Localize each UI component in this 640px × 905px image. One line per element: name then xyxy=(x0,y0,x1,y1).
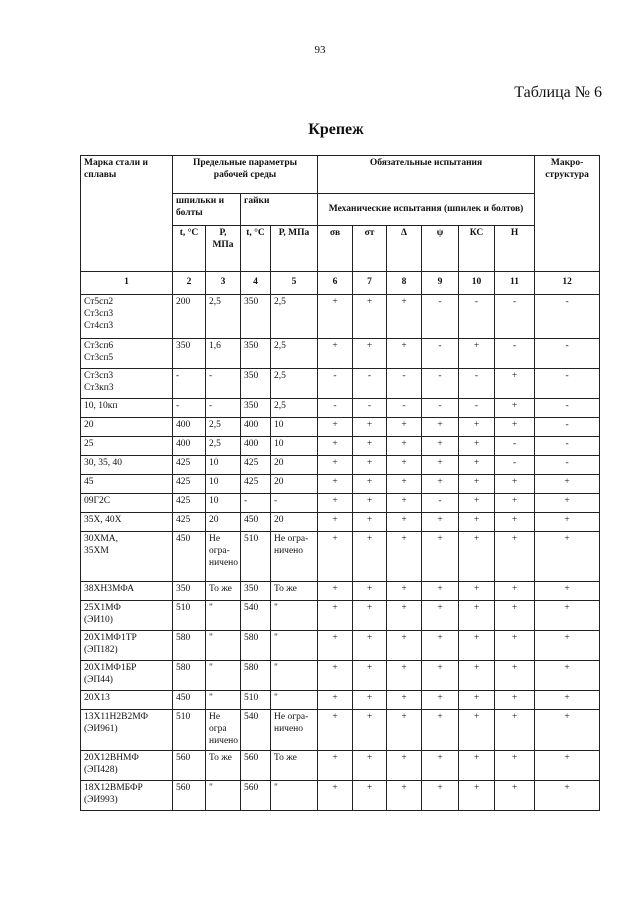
table-cell: 20 xyxy=(206,513,241,532)
table-cell: - xyxy=(495,456,535,475)
table-cell: + xyxy=(495,601,535,631)
page-number: 93 xyxy=(314,44,326,56)
table-cell: 510 xyxy=(241,691,271,710)
table-cell: + xyxy=(318,532,353,582)
table-cell: - xyxy=(173,399,206,418)
steel-grade-cell: 35Х, 40Х xyxy=(81,513,173,532)
table-cell: + xyxy=(318,691,353,710)
table-cell: Не огра- ничено xyxy=(271,532,318,582)
table-cell: - xyxy=(459,399,495,418)
table-cell: - xyxy=(387,369,422,399)
table-cell: + xyxy=(318,494,353,513)
table-cell: + xyxy=(535,750,600,780)
table-cell: + xyxy=(535,494,600,513)
table-cell: + xyxy=(495,399,535,418)
table-cell: + xyxy=(353,582,387,601)
table-cell: + xyxy=(387,532,422,582)
table-cell: - xyxy=(495,295,535,339)
table-cell: + xyxy=(353,601,387,631)
table-cell: + xyxy=(318,295,353,339)
table-cell: - xyxy=(495,339,535,369)
table-cell: + xyxy=(495,582,535,601)
table-cell: + xyxy=(535,780,600,810)
table-cell: + xyxy=(495,494,535,513)
table-cell: + xyxy=(387,475,422,494)
column-number: 10 xyxy=(459,272,495,295)
table-cell: 350 xyxy=(241,399,271,418)
table-cell: 20 xyxy=(271,456,318,475)
header-mandatory-tests: Обязательные испытания xyxy=(318,156,535,194)
table-cell: 510 xyxy=(241,532,271,582)
table-cell: 560 xyxy=(241,750,271,780)
header-sigma-b: σв xyxy=(318,226,353,272)
header-kc: КС xyxy=(459,226,495,272)
column-number: 3 xyxy=(206,272,241,295)
table-cell: " xyxy=(271,631,318,661)
table-cell: + xyxy=(459,532,495,582)
table-cell: + xyxy=(535,601,600,631)
table-cell: + xyxy=(387,418,422,437)
table-row xyxy=(81,339,600,369)
table-cell: 580 xyxy=(241,661,271,691)
table-row xyxy=(81,750,600,780)
table-cell: 2,5 xyxy=(206,437,241,456)
table-cell: + xyxy=(353,631,387,661)
table-cell: 10 xyxy=(271,418,318,437)
table-cell: + xyxy=(495,532,535,582)
table-cell: 2,5 xyxy=(271,339,318,369)
table-cell: - xyxy=(459,369,495,399)
table-cell: + xyxy=(318,750,353,780)
table-cell: 10 xyxy=(206,456,241,475)
table-cell: Не огра- ничено xyxy=(271,710,318,751)
table-cell: - xyxy=(535,437,600,456)
steel-grade-cell: 20Х13 xyxy=(81,691,173,710)
table-cell: + xyxy=(422,418,459,437)
table-row xyxy=(81,418,600,437)
table-cell: То же xyxy=(206,750,241,780)
table-cell: + xyxy=(535,691,600,710)
table-cell: + xyxy=(387,691,422,710)
table-cell: " xyxy=(271,661,318,691)
table-row xyxy=(81,710,600,751)
table-cell: + xyxy=(422,475,459,494)
table-cell: 425 xyxy=(173,513,206,532)
column-number-row xyxy=(81,272,600,295)
table-cell: 10 xyxy=(206,475,241,494)
table-cell: + xyxy=(387,494,422,513)
table-cell: Не огра- ничено xyxy=(206,532,241,582)
table-cell: 540 xyxy=(241,601,271,631)
table-cell: + xyxy=(495,631,535,661)
table-cell: 560 xyxy=(173,780,206,810)
table-cell: + xyxy=(387,339,422,369)
table-cell: + xyxy=(495,661,535,691)
table-cell: + xyxy=(353,475,387,494)
table-cell: + xyxy=(422,710,459,751)
table-cell: + xyxy=(353,418,387,437)
table-cell: + xyxy=(422,750,459,780)
table-cell: " xyxy=(271,601,318,631)
table-cell: + xyxy=(387,780,422,810)
table-row xyxy=(81,691,600,710)
table-cell: + xyxy=(495,750,535,780)
table-cell: + xyxy=(318,513,353,532)
table-cell: + xyxy=(318,780,353,810)
header-delta: Δ xyxy=(387,226,422,272)
table-cell: + xyxy=(422,437,459,456)
table-cell: - xyxy=(422,369,459,399)
table-row xyxy=(81,582,600,601)
table-row xyxy=(81,475,600,494)
column-number: 4 xyxy=(241,272,271,295)
table-cell: + xyxy=(459,750,495,780)
table-cell: - xyxy=(535,369,600,399)
table-cell: + xyxy=(459,339,495,369)
table-cell: " xyxy=(271,780,318,810)
table-cell: - xyxy=(318,399,353,418)
table-cell: 400 xyxy=(241,437,271,456)
table-cell: + xyxy=(318,475,353,494)
steel-grade-cell: 20Х1МФ1ТР (ЭП182) xyxy=(81,631,173,661)
header-limits: Предельные параметры рабочей среды xyxy=(173,156,318,194)
table-cell: 425 xyxy=(173,494,206,513)
table-cell: 580 xyxy=(173,631,206,661)
table-cell: Не огра ничено xyxy=(206,710,241,751)
header-t-studs: t, °С xyxy=(173,226,206,272)
table-cell: То же xyxy=(271,750,318,780)
table-cell: + xyxy=(353,494,387,513)
table-row xyxy=(81,456,600,475)
table-cell: - xyxy=(271,494,318,513)
steel-grade-cell: 09Г2С xyxy=(81,494,173,513)
table-row xyxy=(81,369,600,399)
table-cell: 2,5 xyxy=(271,295,318,339)
table-cell: 540 xyxy=(241,710,271,751)
table-cell: 350 xyxy=(241,582,271,601)
table-cell: + xyxy=(318,339,353,369)
table-cell: + xyxy=(353,295,387,339)
table-cell: + xyxy=(318,601,353,631)
column-number: 2 xyxy=(173,272,206,295)
header-grade: Марка стали и сплавы xyxy=(81,156,173,272)
table-cell: - xyxy=(535,295,600,339)
steel-grade-cell: 20 xyxy=(81,418,173,437)
table-cell: 560 xyxy=(173,750,206,780)
table-cell: + xyxy=(459,456,495,475)
header-h: Н xyxy=(495,226,535,272)
table-cell: 560 xyxy=(241,780,271,810)
table-cell: - xyxy=(422,399,459,418)
table-cell: 2,5 xyxy=(206,418,241,437)
table-cell: 425 xyxy=(173,475,206,494)
table-row xyxy=(81,494,600,513)
table-cell: 350 xyxy=(241,339,271,369)
table-cell: + xyxy=(387,437,422,456)
table-cell: - xyxy=(535,456,600,475)
table-cell: 450 xyxy=(173,532,206,582)
table-cell: - xyxy=(459,295,495,339)
table-cell: + xyxy=(353,750,387,780)
table-cell: 20 xyxy=(271,513,318,532)
steel-grade-cell: 20Х1МФ1БР (ЭП44) xyxy=(81,661,173,691)
table-row xyxy=(81,513,600,532)
table-cell: 2,5 xyxy=(271,369,318,399)
table-cell: + xyxy=(387,601,422,631)
table-cell: - xyxy=(318,369,353,399)
table-cell: + xyxy=(422,532,459,582)
table-cell: 10 xyxy=(271,437,318,456)
table-cell: + xyxy=(459,631,495,661)
column-number: 1 xyxy=(81,272,173,295)
table-row xyxy=(81,295,600,339)
table-cell: + xyxy=(318,661,353,691)
table-cell: + xyxy=(422,691,459,710)
table-cell: + xyxy=(387,295,422,339)
table-cell: - xyxy=(422,295,459,339)
table-cell: - xyxy=(353,369,387,399)
column-number: 11 xyxy=(495,272,535,295)
table-cell: + xyxy=(459,601,495,631)
table-row xyxy=(81,399,600,418)
table-cell: 580 xyxy=(241,631,271,661)
table-cell: + xyxy=(318,631,353,661)
column-number: 6 xyxy=(318,272,353,295)
steel-grade-cell: 25 xyxy=(81,437,173,456)
table-cell: + xyxy=(459,691,495,710)
table-cell: 450 xyxy=(241,513,271,532)
table-cell: + xyxy=(535,532,600,582)
table-cell: + xyxy=(459,513,495,532)
header-studs: шпильки и болты xyxy=(173,194,241,226)
table-cell: 425 xyxy=(241,475,271,494)
table-cell: + xyxy=(495,475,535,494)
table-cell: 400 xyxy=(241,418,271,437)
table-cell: + xyxy=(318,437,353,456)
table-cell: + xyxy=(318,582,353,601)
column-number: 7 xyxy=(353,272,387,295)
table-cell: - xyxy=(422,339,459,369)
table-cell: + xyxy=(459,418,495,437)
document-title: Крепеж xyxy=(308,121,364,138)
table-cell: То же xyxy=(271,582,318,601)
steel-grade-cell: 10, 10кп xyxy=(81,399,173,418)
table-cell: + xyxy=(387,582,422,601)
header-p-studs: Р, МПа xyxy=(206,226,241,272)
table-cell: - xyxy=(535,339,600,369)
table-cell: " xyxy=(271,691,318,710)
table-cell: + xyxy=(535,475,600,494)
table-cell: 510 xyxy=(173,710,206,751)
table-cell: + xyxy=(535,710,600,751)
table-cell: + xyxy=(353,780,387,810)
table-cell: 425 xyxy=(173,456,206,475)
steel-grade-cell: 13Х11Н2В2МФ (ЭИ961) xyxy=(81,710,173,751)
table-cell: + xyxy=(495,780,535,810)
table-cell: + xyxy=(318,710,353,751)
table-cell: - xyxy=(353,399,387,418)
table-cell: + xyxy=(495,513,535,532)
table-cell: + xyxy=(422,661,459,691)
table-row xyxy=(81,532,600,582)
table-cell: + xyxy=(387,513,422,532)
table-cell: - xyxy=(422,494,459,513)
table-cell: + xyxy=(535,661,600,691)
column-number: 12 xyxy=(535,272,600,295)
table-cell: + xyxy=(422,601,459,631)
table-cell: 20 xyxy=(271,475,318,494)
table-cell: 400 xyxy=(173,437,206,456)
header-p-nuts: Р, МПа xyxy=(271,226,318,272)
table-cell: - xyxy=(387,399,422,418)
table-cell: - xyxy=(206,399,241,418)
table-cell: + xyxy=(422,631,459,661)
table-cell: + xyxy=(353,456,387,475)
steel-grade-cell: 38ХН3МФА xyxy=(81,582,173,601)
table-cell: + xyxy=(459,494,495,513)
table-cell: + xyxy=(459,475,495,494)
steel-grade-cell: 45 xyxy=(81,475,173,494)
header-psi: ψ xyxy=(422,226,459,272)
table-cell: + xyxy=(387,750,422,780)
table-cell: 450 xyxy=(173,691,206,710)
table-cell: + xyxy=(353,513,387,532)
table-cell: 400 xyxy=(173,418,206,437)
table-cell: + xyxy=(318,456,353,475)
table-cell: + xyxy=(422,456,459,475)
table-cell: " xyxy=(206,780,241,810)
column-number: 8 xyxy=(387,272,422,295)
steel-grade-cell: 30, 35, 40 xyxy=(81,456,173,475)
steel-grade-cell: Ст5сп2 Ст3сп3 Ст4сп3 xyxy=(81,295,173,339)
table-cell: " xyxy=(206,601,241,631)
table-cell: + xyxy=(422,780,459,810)
table-cell: " xyxy=(206,661,241,691)
table-cell: + xyxy=(422,513,459,532)
table-cell: + xyxy=(387,456,422,475)
table-cell: 350 xyxy=(173,339,206,369)
table-cell: - xyxy=(241,494,271,513)
steel-grade-cell: 30ХМА, 35ХМ xyxy=(81,532,173,582)
table-cell: - xyxy=(173,369,206,399)
steel-grade-cell: 18Х12ВМБФР (ЭИ993) xyxy=(81,780,173,810)
steel-grade-cell: Ст3сп3 Ст3кп3 xyxy=(81,369,173,399)
table-cell: 2,5 xyxy=(271,399,318,418)
table-cell: + xyxy=(353,691,387,710)
table-row xyxy=(81,780,600,810)
table-cell: + xyxy=(535,582,600,601)
table-cell: 1,6 xyxy=(206,339,241,369)
table-cell: - xyxy=(206,369,241,399)
header-sigma-t: σт xyxy=(353,226,387,272)
table-cell: + xyxy=(422,582,459,601)
header-nuts: гайки xyxy=(241,194,318,226)
table-cell: 350 xyxy=(241,295,271,339)
table-cell: " xyxy=(206,631,241,661)
column-number: 5 xyxy=(271,272,318,295)
table-cell: + xyxy=(353,437,387,456)
table-cell: + xyxy=(353,532,387,582)
fasteners-table xyxy=(80,155,600,811)
table-cell: + xyxy=(353,661,387,691)
table-cell: 350 xyxy=(173,582,206,601)
table-cell: + xyxy=(459,437,495,456)
table-cell: + xyxy=(535,631,600,661)
table-row xyxy=(81,661,600,691)
table-row xyxy=(81,437,600,456)
table-cell: То же xyxy=(206,582,241,601)
table-cell: 200 xyxy=(173,295,206,339)
steel-grade-cell: 25Х1МФ (ЭИ10) xyxy=(81,601,173,631)
table-cell: + xyxy=(459,780,495,810)
table-cell: + xyxy=(353,339,387,369)
table-cell: + xyxy=(495,418,535,437)
table-cell: + xyxy=(535,513,600,532)
table-cell: 425 xyxy=(241,456,271,475)
table-cell: + xyxy=(459,710,495,751)
steel-grade-cell: Ст3сп6 Ст3сп5 xyxy=(81,339,173,369)
table-cell: + xyxy=(459,582,495,601)
table-cell: + xyxy=(495,710,535,751)
steel-grade-cell: 20Х12ВНМФ (ЭП428) xyxy=(81,750,173,780)
table-cell: - xyxy=(535,418,600,437)
table-cell: + xyxy=(495,369,535,399)
table-cell: - xyxy=(535,399,600,418)
header-mechanical-tests: Механические испытания (шпилек и болтов) xyxy=(318,194,535,226)
header-t-nuts: t, °С xyxy=(241,226,271,272)
table-cell: 2,5 xyxy=(206,295,241,339)
table-cell: " xyxy=(206,691,241,710)
header-macrostructure: Макро-структура xyxy=(535,156,600,272)
table-cell: 350 xyxy=(241,369,271,399)
table-row xyxy=(81,601,600,631)
table-cell: + xyxy=(495,691,535,710)
table-cell: + xyxy=(353,710,387,751)
table-cell: + xyxy=(387,661,422,691)
table-cell: 580 xyxy=(173,661,206,691)
table-cell: 10 xyxy=(206,494,241,513)
table-cell: + xyxy=(387,631,422,661)
table-row xyxy=(81,631,600,661)
table-cell: - xyxy=(495,437,535,456)
table-cell: + xyxy=(318,418,353,437)
table-cell: + xyxy=(459,661,495,691)
table-label: Таблица № 6 xyxy=(514,84,602,101)
table-cell: + xyxy=(387,710,422,751)
column-number: 9 xyxy=(422,272,459,295)
table-cell: 510 xyxy=(173,601,206,631)
